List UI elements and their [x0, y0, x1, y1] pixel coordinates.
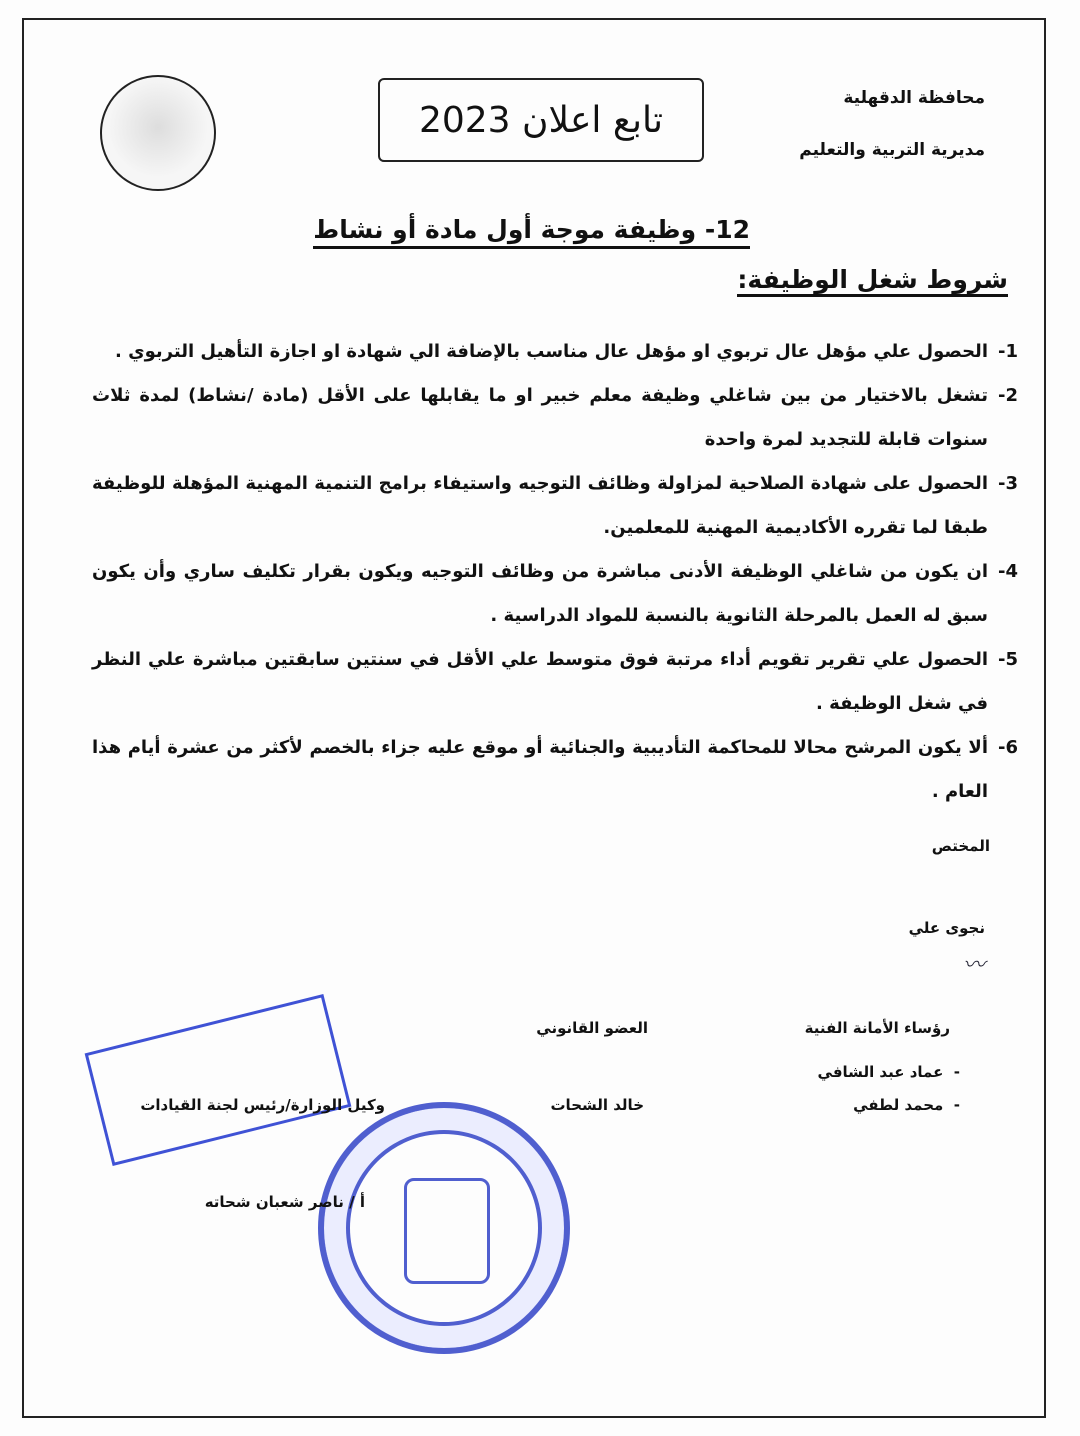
item-number: 3-: [997, 473, 1018, 494]
specialist-label: المختص: [931, 837, 990, 855]
item-text: ألا يكون المرشح محالا للمحاكمة التأديبية والجنائية أو موقع عليه جزاء بالخصم لأكثر من عشرة أيام هذا العام .: [92, 737, 988, 802]
official-seal: [318, 1102, 570, 1354]
technical-head-name: - عماد عبد الشافي: [817, 1063, 960, 1081]
item-number: 5-: [997, 649, 1018, 670]
signatures-area: [0, 814, 1080, 1354]
technical-head-name: - محمد لطفي: [853, 1096, 960, 1114]
conditions-heading: شروط شغل الوظيفة:: [737, 265, 1008, 297]
announcement-banner: تابع اعلان 2023: [378, 78, 704, 162]
legal-member-label: العضو القانوني: [536, 1019, 648, 1037]
deputy-label: وكيل الوزارة/رئيس لجنة القيادات: [140, 1096, 385, 1114]
job-title: 12- وظيفة موجة أول مادة أو نشاط: [313, 215, 750, 249]
condition-item: [92, 330, 1018, 374]
technical-heads-label: رؤساء الأمانة الفنية: [804, 1019, 950, 1037]
item-text: تشغل بالاختيار من بين شاغلي وظيفة معلم خبير او ما يقابلها على الأقل (مادة /نشاط) لمدة ثلاث سنوات قابلة للتجديد لمرة واحدة: [92, 385, 988, 450]
condition-item: [92, 550, 1018, 638]
item-number: 1-: [997, 341, 1018, 362]
item-number: 6-: [997, 737, 1018, 758]
item-text: الحصول علي تقرير تقويم أداء مرتبة فوق متوسط علي الأقل في سنتين سابقتين مباشرة علي النظر في شغل الوظيفة .: [92, 649, 988, 714]
legal-member-name: خالد الشحات: [550, 1096, 644, 1114]
condition-item: [92, 462, 1018, 550]
condition-item: [92, 638, 1018, 726]
item-text: ان يكون من شاغلي الوظيفة الأدنى مباشرة من وظائف التوجيه ويكون بقرار تكليف ساري وأن يكون سبق له العمل بالمرحلة الثانوية بالنسبة للمواد الدراسية .: [92, 561, 988, 626]
governorate-label: محافظة الدقهلية: [843, 88, 985, 108]
approval-stamp: [85, 994, 352, 1166]
item-text: الحصول علي مؤهل عال تربوي او مؤهل عال مناسب بالإضافة الي شهادة او اجازة التأهيل التربوي .: [115, 341, 988, 362]
conditions-list: [92, 330, 1018, 814]
item-number: 4-: [997, 561, 1018, 582]
item-text: الحصول على شهادة الصلاحية لمزاولة وظائف التوجيه واستيفاء برامج التنمية المهنية المؤهلة للوظيفة طبقا لما تقرره الأكاديمية المهنية للمعلمين.: [92, 473, 988, 538]
directorate-label: مديرية التربية والتعليم: [799, 140, 985, 160]
eagle-emblem-icon: [404, 1178, 490, 1284]
condition-item: [92, 726, 1018, 814]
condition-item: [92, 374, 1018, 462]
item-number: 2-: [997, 385, 1018, 406]
specialist-signature: 〰: [962, 953, 985, 978]
specialist-name: نجوى علي: [908, 919, 985, 937]
deputy-name: أ / ناصر شعبان شحاته: [204, 1193, 365, 1211]
